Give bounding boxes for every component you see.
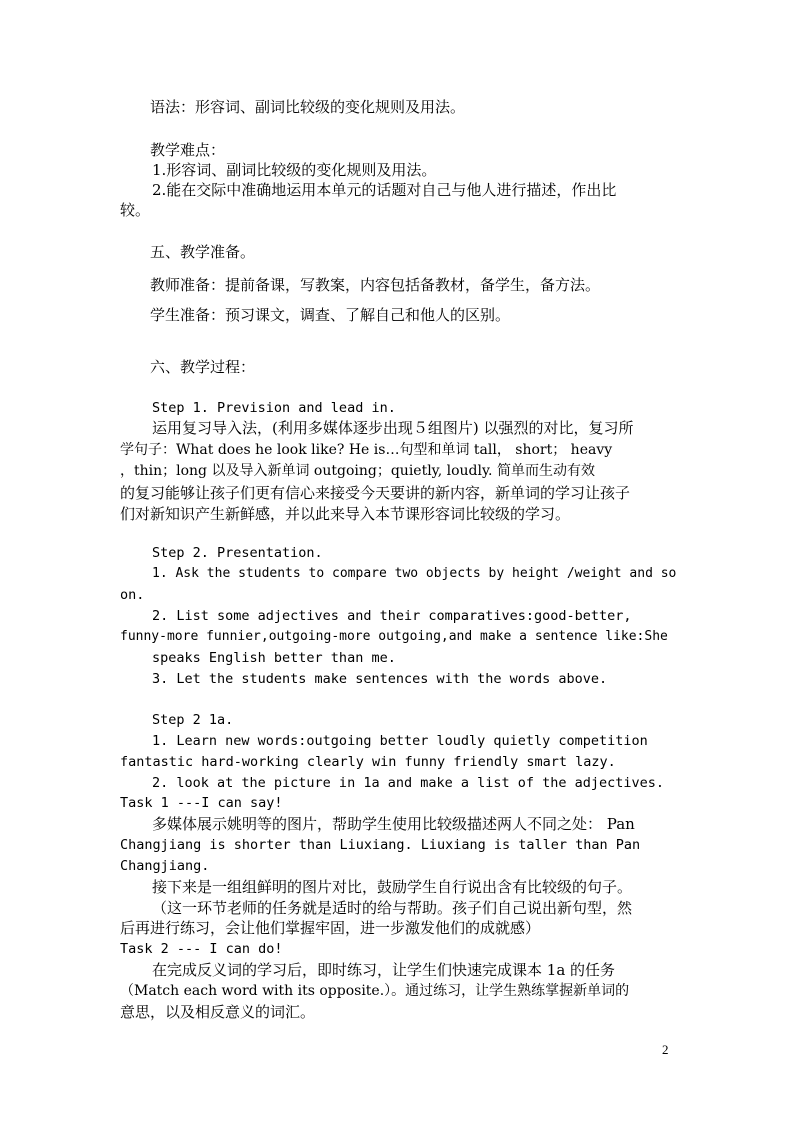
task1-title: Task 1 ---I can say! bbox=[120, 795, 283, 811]
step2-line: funny-more funnier,outgoing-more outgoing,and make a sentence like:She bbox=[120, 629, 668, 644]
step2-line: on. bbox=[120, 587, 145, 603]
step1-line: 运用复习导入法，(利用多媒体逐步出现５组图片) 以强烈的对比，复习所 bbox=[152, 419, 634, 437]
difficulty-item-2: 2.能在交际中准确地运用本单元的话题对自己与他人进行描述，作出比 bbox=[152, 181, 617, 199]
task2-line: 在完成反义词的学习后，即时练习，让学生们快速完成课本 1a 的任务 bbox=[152, 961, 616, 979]
step2-line: speaks English better than me. bbox=[152, 650, 396, 666]
step2-line: 3. Let the students make sentences with the words above. bbox=[152, 671, 608, 687]
teacher-prep: 教师准备：提前备课，写教案，内容包括备教材，备学生，备方法。 bbox=[150, 276, 601, 294]
step2-title: Step 2. Presentation. bbox=[152, 545, 323, 561]
step2-line: 1. Ask the students to compare two objects by height /weight and so bbox=[152, 566, 677, 581]
difficulty-item-2-cont: 较。 bbox=[120, 201, 151, 219]
step2-line: 2. List some adjectives and their comparatives:good-better, bbox=[152, 608, 632, 624]
step2-1a-line: fantastic hard-working clearly win funny friendly smart lazy. bbox=[120, 754, 616, 770]
page-number: 2 bbox=[662, 1042, 669, 1057]
step1-title: Step 1. Prevision and lead in. bbox=[152, 400, 396, 416]
task1-line: 后再进行练习，会让他们掌握牢固，进一步激发他们的成就感） bbox=[120, 919, 541, 937]
task1-line: 多媒体展示姚明等的图片，帮助学生使用比较级描述两人不同之处： Pan bbox=[152, 815, 635, 833]
step2-1a-line: 1. Learn new words:outgoing better loudly quietly competition bbox=[152, 733, 648, 749]
section-5-heading: 五、教学准备。 bbox=[150, 243, 256, 261]
task1-line: Changjiang is shorter than Liuxiang. Liuxiang is taller than Pan bbox=[120, 837, 641, 853]
difficulty-item-1: 1.形容词、副词比较级的变化规则及用法。 bbox=[152, 161, 437, 179]
step1-line: ，thin；long 以及导入新单词 outgoing；quietly, loudly. 简单而生动有效 bbox=[120, 463, 595, 479]
task1-line: 接下来是一组组鲜明的图片对比，鼓励学生自行说出含有比较级的句子。 bbox=[152, 878, 633, 896]
step1-line: 的复习能够让孩子们更有信心来接受今天要讲的新内容，新单词的学习让孩子 bbox=[120, 484, 631, 502]
grammar-line: 语法：形容词、副词比较级的变化规则及用法。 bbox=[150, 98, 466, 116]
task1-line: Changjiang. bbox=[120, 858, 210, 874]
section-6-heading: 六、教学过程： bbox=[150, 358, 256, 376]
task1-line: （这一环节老师的任务就是适时的给与帮助。孩子们自己说出新句型，然 bbox=[152, 899, 633, 917]
step2-1a-title: Step 2 1a. bbox=[152, 712, 234, 728]
step1-line: 学句子：What does he look like? He is…句型和单词 tall， short； heavy bbox=[120, 442, 613, 458]
task2-line: （Match each word with its opposite.）。通过练习，让学生熟练掌握新单词的 bbox=[120, 983, 630, 999]
student-prep: 学生准备：预习课文，调查、了解自己和他人的区别。 bbox=[150, 306, 511, 324]
step2-1a-line: 2. look at the picture in 1a and make a list of the adjectives. bbox=[152, 775, 665, 791]
difficulty-heading: 教学难点： bbox=[150, 141, 226, 159]
task2-title: Task 2 --- I can do! bbox=[120, 941, 283, 957]
task2-line: 意思，以及相反意义的词汇。 bbox=[120, 1003, 316, 1021]
step1-line: 们对新知识产生新鲜感，并以此来导入本节课形容词比较级的学习。 bbox=[120, 505, 571, 523]
